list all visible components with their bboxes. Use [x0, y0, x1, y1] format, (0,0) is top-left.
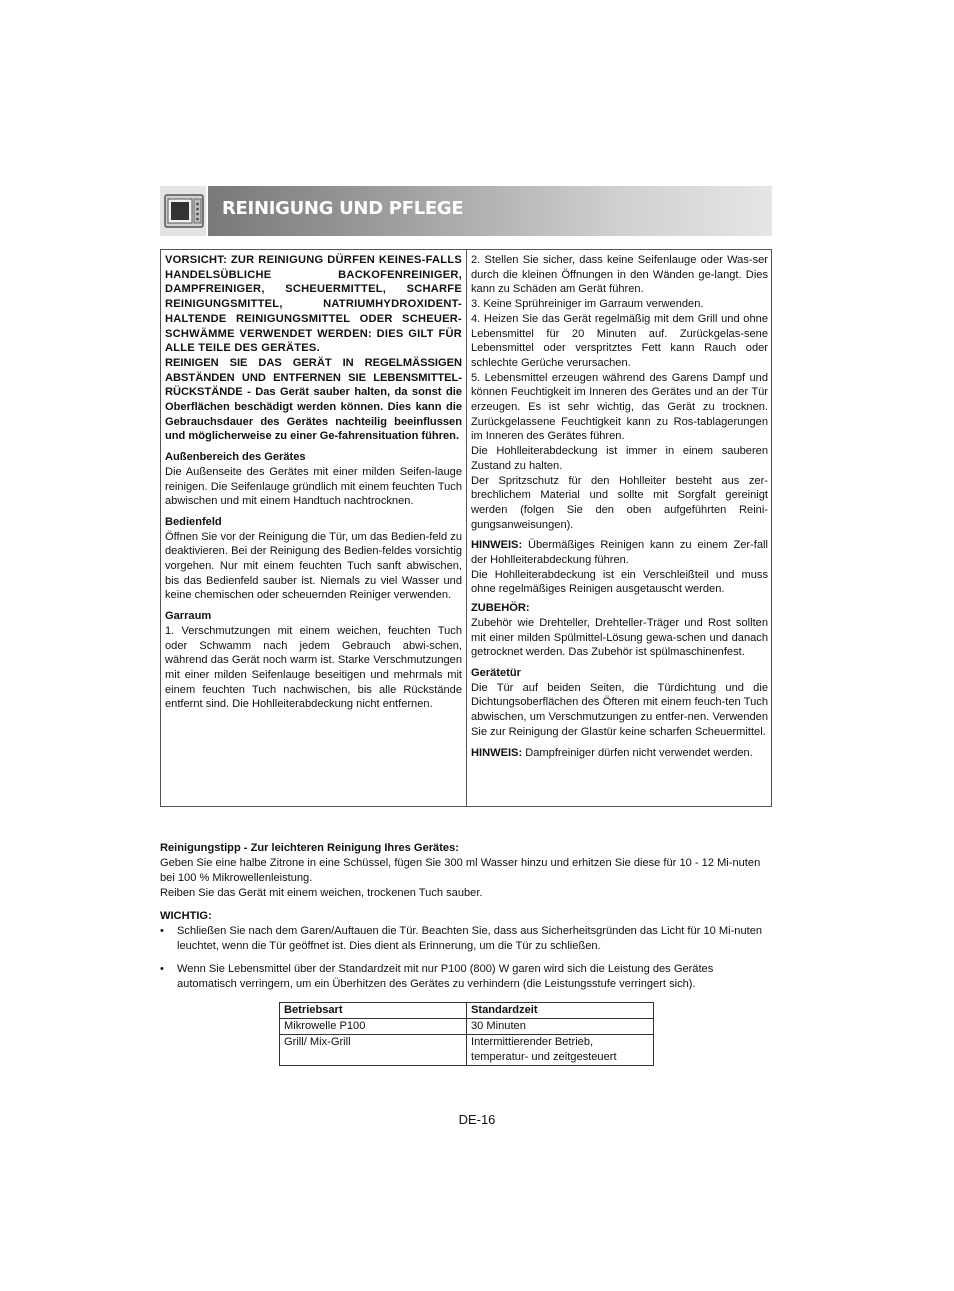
- table-cell: Intermittierender Betrieb, temperatur- und zeitgesteuert: [467, 1035, 654, 1066]
- left-column: [161, 250, 467, 806]
- note-2-label: HINWEIS:: [471, 746, 523, 759]
- outside-text: Die Außenseite des Gerätes mit einer milden Seifen-lauge reinigen. Die Seifenlauge gründlich mit einem feuchten Tuch abwischen und mit einem Handtuch nachtrocknen.: [165, 465, 462, 508]
- outside-heading: Außenbereich des Gerätes: [165, 451, 306, 464]
- important-list: [160, 924, 772, 992]
- waveguide-text-2: Der Spritzschutz für den Hohlleiter besteht aus zer-brechlichem Material und sollte mit Sorgfalt gereinigt werden (folgen Sie den oben aufgeführten Reini-gungsanweisungen).: [471, 474, 768, 531]
- accessories-text: Zubehör wie Drehteller, Drehteller-Träger und Rost sollten mit einer milden Spülmittel-Lösung gewa-schen und danach getrocknet werden. Das Zubehör ist spülmaschinenfest.: [471, 616, 768, 659]
- cavity-heading: Garraum: [165, 610, 212, 623]
- table-header-time: Standardzeit: [467, 1003, 654, 1019]
- note-2-text: Dampfreiniger dürfen nicht verwendet werden.: [525, 746, 753, 759]
- right-column: [467, 250, 772, 806]
- cavity-text: 1. Verschmutzungen mit einem weichen, feuchten Tuch oder Schwamm nach jedem Gebrauch abwi-schen, während das Gerät noch warm ist. Starke Verschmutzungen mit einer milden Seifenlauge beseitigen und mehrmals mit einem feuchten Tuch nachwischen, bis alle Rückstände entfernt sind. Die Hohlleiterabdeckung nicht entfernen.: [165, 624, 462, 711]
- note-1: [471, 538, 768, 567]
- accessories-heading: ZUBEHÖR:: [471, 602, 530, 615]
- section-header: [160, 186, 772, 236]
- panel-heading: Bedienfeld: [165, 515, 222, 528]
- table-cell: Mikrowelle P100: [280, 1019, 467, 1035]
- table-header-mode: Betriebsart: [280, 1003, 467, 1019]
- tip-text-1: Geben Sie eine halbe Zitrone in eine Schüssel, fügen Sie 300 ml Wasser hinzu und erhitzen Sie diese für 10 - 12 Mi-nuten bei 100 % Mikrowellenleistung.: [160, 857, 761, 884]
- standard-time-table: [279, 1002, 654, 1066]
- table-header-row: [280, 1003, 654, 1019]
- important-bullet-2: • Wenn Sie Lebensmittel über der Standardzeit mit nur P100 (800) W garen wird sich die Leistung des Gerätes automatisch verringern, um ein Überhitzen des Gerätes zu verhindern (die Leistungsstufe verringert sich).: [160, 962, 772, 992]
- important-bullet-1: • Schließen Sie nach dem Garen/Auftauen die Tür. Beachten Sie, dass aus Sicherheitsgründen das Licht für 10 Mi-nuten leuchtet, wenn die Tür geöffnet ist. Dies dient als Erinnerung, um die Tür zu schließen.: [160, 924, 772, 954]
- page-number: DE-16: [458, 1112, 496, 1127]
- important-heading: WICHTIG:: [160, 910, 212, 922]
- door-text: Die Tür auf beiden Seiten, die Türdichtung und die Dichtungsoberflächen des Öfteren mit einem feuch-ten Tuch abwischen, um Verschmutzungen zu entfer-nen. Verwenden Sie zur Reinigung der Glastür keine scharfen Scheuermittel.: [471, 681, 768, 738]
- page-title: REINIGUNG UND PFLEGE: [222, 198, 464, 219]
- note-1-text: Übermäßiges Reinigen kann zu einem Zer-fall der Hohlleiterabdeckung führen.: [471, 539, 768, 567]
- tip-heading: Reinigungstipp - Zur leichteren Reinigung Ihres Gerätes:: [160, 842, 459, 854]
- tip-text-2: Reiben Sie das Gerät mit einem weichen, trockenen Tuch sauber.: [160, 887, 483, 899]
- cavity-item-5: 5. Lebensmittel erzeugen während des Garens Dampf und können Feuchtigkeit im Inneren des Gerätes und an der Tür erzeugen. Es ist sehr wichtig, das Gerät zu trocknen. Zurückgelassene Feuchtigkeit kann zu Ros-tablagerungen im Inneren des Gerätes führen.: [471, 371, 768, 443]
- warning-text-1: VORSICHT: ZUR REINIGUNG DÜRFEN KEINES-FALLS HANDELSÜBLICHE BACKOFENREINIGER, DAMPFREINIGER, SCHEUERMITTEL, SCHARFE REINIGUNGSMITTEL, NATRIUMHYDROXIDENT-HALTENDE REINIGUNGSMITTEL ODER SCHEUER-SCHWÄMME VERWENDET WERDEN: DIES GILT FÜR ALLE TEILE DES GERÄTES.: [165, 254, 462, 355]
- table-row: [280, 1035, 654, 1066]
- cleaning-instructions-box: [160, 249, 772, 807]
- table-cell: Grill/ Mix-Grill: [280, 1035, 467, 1066]
- cavity-item-3: 3. Keine Sprühreiniger im Garraum verwenden.: [471, 298, 704, 311]
- note-2: [471, 746, 768, 761]
- warning-text-2: REINIGEN SIE DAS GERÄT IN REGELMÄSSIGEN ABSTÄNDEN UND ENTFERNEN SIE LEBENSMITTEL-RÜCKSTÄNDE - Das Gerät sauber halten, da sonst die Oberflächen beschädigt werden können. Dies kann die Gebrauchsdauer des Gerätes nachteilig beeinflussen und möglicherweise zu einer Ge-fahrensituation führen.: [165, 356, 462, 443]
- panel-text: Öffnen Sie vor der Reinigung die Tür, um das Bedien-feld zu deaktivieren. Bei der Reinigung des Bedien-feldes vorsichtig vorgehen. Nur mit einem feuchten Tuch sanft abwischen, bis das Bedienfeld sauber ist. Niemals zu viel Wasser und keine chemischen oder scheuernden Reiniger verwenden.: [165, 530, 462, 602]
- microwave-icon: [160, 186, 208, 236]
- note-1-label: HINWEIS:: [471, 539, 523, 552]
- table-row: [280, 1019, 654, 1035]
- waveguide-text-1: Die Hohlleiterabdeckung ist immer in einem sauberen Zustand zu halten.: [471, 445, 768, 472]
- door-heading: Gerätetür: [471, 666, 521, 679]
- tip-section: [160, 841, 772, 992]
- note-1-extra: Die Hohlleiterabdeckung ist ein Verschleißteil und muss ohne regelmäßiges Reinigen ausgetauscht werden.: [471, 568, 768, 596]
- table-cell: 30 Minuten: [467, 1019, 654, 1035]
- cavity-item-2: 2. Stellen Sie sicher, dass keine Seifenlauge oder Was-ser durch die kleinen Öffnungen in den Wänden ge-langt. Dies kann zu Schäden am Gerät führen.: [471, 254, 768, 296]
- cavity-item-4: 4. Heizen Sie das Gerät regelmäßig mit dem Grill und ohne Lebensmittel für 20 Minuten auf. Zurückgelas-sene Lebensmittel oder verspritztes Fett kann Rauch oder schlechte Gerüche verursachen.: [471, 312, 768, 369]
